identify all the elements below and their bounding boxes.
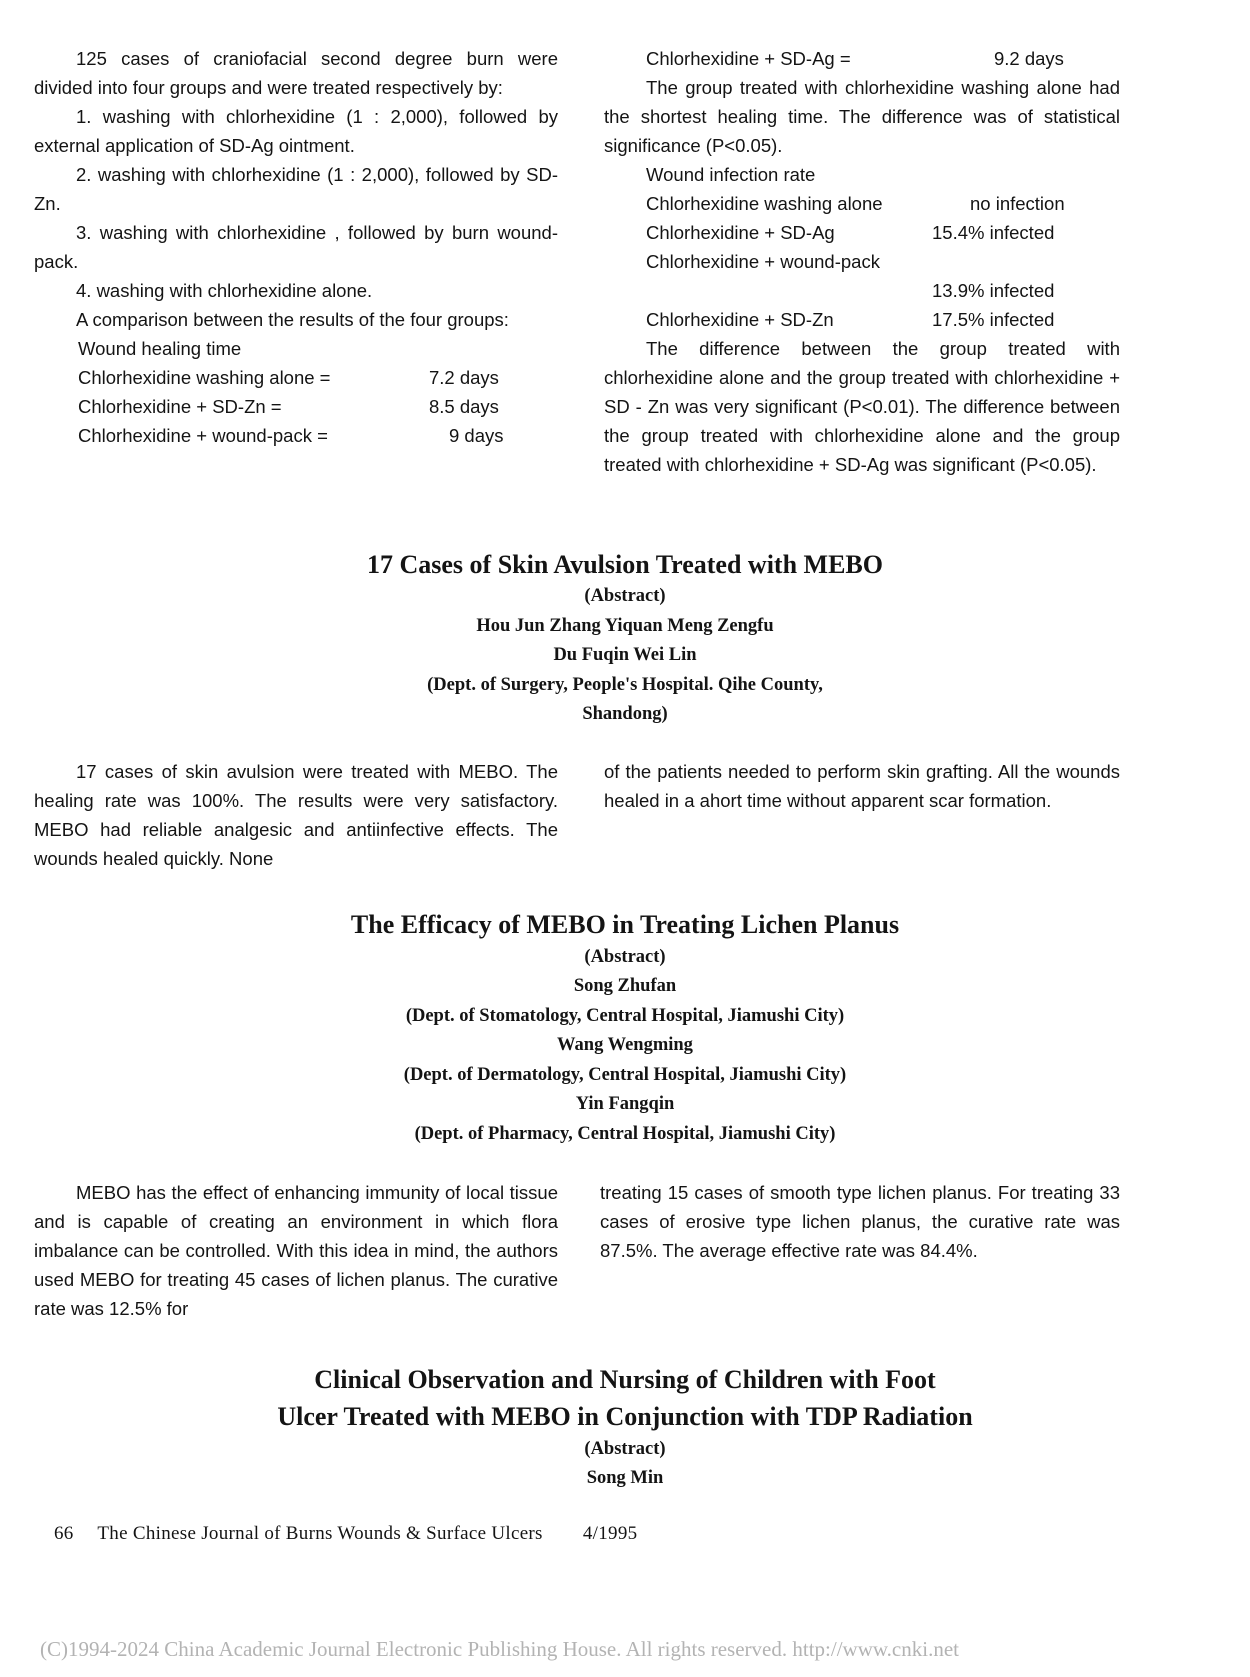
healing-time-row	[34, 363, 558, 392]
article2-title: 17 Cases of Skin Avulsion Treated with MEBO	[367, 550, 883, 579]
healing-time-value: 9.2 days	[994, 48, 1064, 69]
section1-right-column	[604, 44, 1120, 479]
healing-time-row	[604, 44, 1120, 73]
article4-title-line1: Clinical Observation and Nursing of Children with Foot	[314, 1365, 936, 1394]
infection-rate-heading: Wound infection rate	[646, 164, 816, 185]
article2-authors: Hou Jun Zhang Yiquan Meng Zengfu	[476, 616, 774, 636]
infection-row	[604, 189, 1120, 218]
healing-time-row	[34, 392, 558, 421]
article3-body-left: MEBO has the effect of enhancing immunity of local tissue and is capable of creating an environment in which flora imbalance can be controlled. With this idea in mind, the authors used MEBO for treating 45 cases of lichen planus. The curative rate was 12.5% for	[34, 1182, 558, 1319]
treatment-item-1: 1. washing with chlorhexidine (1 : 2,000), followed by external application of SD-Ag ointment.	[34, 106, 558, 156]
article3-right-column	[600, 1178, 1120, 1265]
infection-value: 17.5% infected	[932, 309, 1055, 330]
article4-abstract-label: (Abstract)	[584, 1439, 666, 1459]
article2-body-right: of the patients needed to perform skin grafting. All the wounds healed in a ahort time without apparent scar formation.	[604, 761, 1120, 811]
infection-value: 15.4% infected	[932, 222, 1055, 243]
article3-affiliation: (Dept. of Pharmacy, Central Hospital, Jiamushi City)	[414, 1124, 836, 1144]
infection-value: no infection	[970, 193, 1065, 214]
healing-time-value: 7.2 days	[429, 367, 499, 388]
article3-left-column	[34, 1178, 558, 1323]
treatment-item-4: 4. washing with chlorhexidine alone.	[76, 280, 373, 301]
article3-abstract-label: (Abstract)	[584, 947, 666, 967]
healing-time-value: 8.5 days	[429, 396, 499, 417]
healing-time-value: 9 days	[449, 425, 504, 446]
infection-label: Chlorhexidine + SD-Zn	[646, 309, 834, 330]
article2-authors: Du Fuqin Wei Lin	[553, 645, 697, 665]
intro-paragraph: 125 cases of craniofacial second degree burn were divided into four groups and were treated respectively by:	[34, 48, 558, 98]
treatment-item-2: 2. washing with chlorhexidine (1 : 2,000), followed by SD-Zn.	[34, 164, 558, 214]
article4-author: Song Min	[586, 1468, 664, 1488]
article2-affiliation: (Dept. of Surgery, People's Hospital. Qihe County,	[427, 675, 823, 695]
healing-time-row	[34, 421, 558, 450]
healing-time-label: Chlorhexidine + wound-pack =	[78, 425, 328, 446]
issue-number: 4/1995	[582, 1523, 638, 1544]
article3-affiliation: (Dept. of Stomatology, Central Hospital, Jiamushi City)	[405, 1006, 845, 1026]
healing-time-label: Chlorhexidine + SD-Zn =	[78, 396, 282, 417]
section1-left-column	[34, 44, 558, 450]
article3-author: Wang Wengming	[557, 1035, 693, 1055]
article3-title: The Efficacy of MEBO in Treating Lichen Planus	[350, 910, 900, 939]
article2-affiliation: Shandong)	[582, 704, 668, 724]
article3-body-right: treating 15 cases of smooth type lichen planus. For treating 33 cases of erosive type lichen planus, the curative rate was 87.5%. The average effective rate was 84.4%.	[600, 1182, 1120, 1261]
infection-row	[604, 247, 1120, 276]
infection-label: Chlorhexidine washing alone	[646, 193, 883, 214]
article4-title-line2: Ulcer Treated with MEBO in Conjunction with TDP Radiation	[277, 1402, 973, 1431]
infection-row	[604, 218, 1120, 247]
healing-time-heading: Wound healing time	[78, 338, 242, 359]
treatment-item-3: 3. washing with chlorhexidine , followed by burn wound-pack.	[34, 222, 558, 272]
healing-time-label: Chlorhexidine washing alone =	[78, 367, 331, 388]
article2-abstract-label: (Abstract)	[584, 586, 666, 606]
article3-author: Yin Fangqin	[575, 1094, 675, 1114]
article2-left-column	[34, 757, 558, 873]
journal-name: The Chinese Journal of Burns Wounds & Surface Ulcers	[97, 1523, 543, 1544]
page-number: 66	[54, 1523, 74, 1544]
copyright-notice: (C)1994-2024 China Academic Journal Electronic Publishing House. All rights reserved. http://www.cnki.net	[40, 1637, 959, 1661]
significance-paragraph: The difference between the group treated with chlorhexidine alone and the group treated with chlorhexidine + SD - Zn was very significant (P<0.01). The difference between the group treated with chlorhexidine alone and the group treated with chlorhexidine + SD-Ag was significant (P<0.05).	[604, 338, 1120, 475]
infection-row	[604, 305, 1120, 334]
healing-time-label: Chlorhexidine + SD-Ag =	[646, 48, 851, 69]
article3-author: Song Zhufan	[573, 976, 677, 996]
infection-row	[604, 276, 1120, 305]
infection-label: Chlorhexidine + wound-pack	[646, 251, 880, 272]
comparison-paragraph: A comparison between the results of the four groups:	[76, 309, 509, 330]
article2-right-column	[604, 757, 1120, 815]
article3-affiliation: (Dept. of Dermatology, Central Hospital, Jiamushi City)	[403, 1065, 847, 1085]
page-footer	[54, 1523, 637, 1545]
infection-label: Chlorhexidine + SD-Ag	[646, 222, 835, 243]
healing-result-paragraph: The group treated with chlorhexidine washing alone had the shortest healing time. The difference was of statistical significance (P<0.05).	[604, 77, 1120, 156]
article2-body-left: 17 cases of skin avulsion were treated with MEBO. The healing rate was 100%. The results were very satisfactory. MEBO had reliable analgesic and antiinfective effects. The wounds healed quickly. None	[34, 761, 558, 869]
infection-value: 13.9% infected	[932, 280, 1055, 301]
